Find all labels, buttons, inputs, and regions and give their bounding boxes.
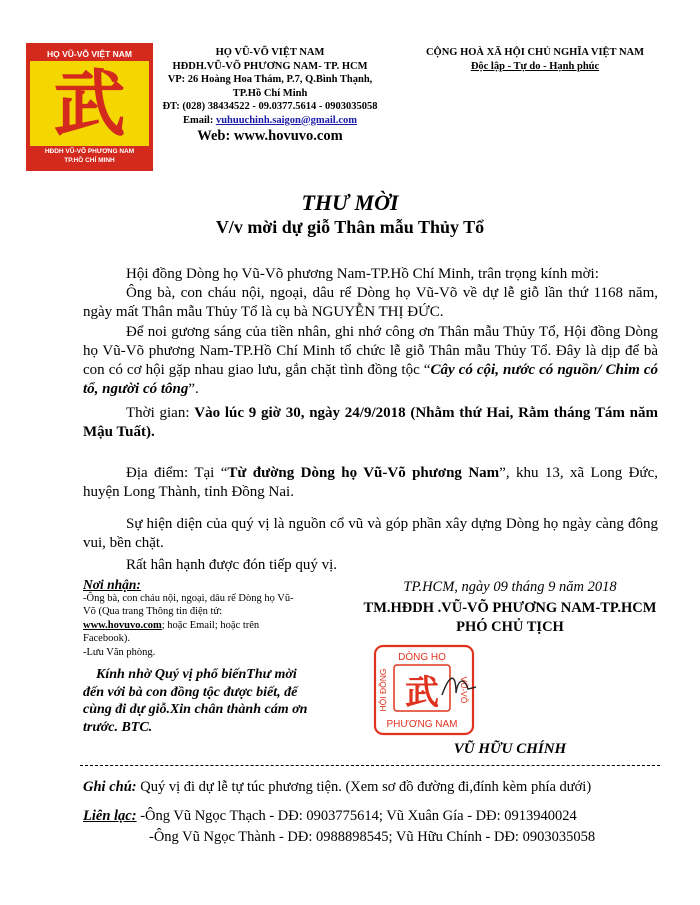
official-stamp <box>372 643 476 737</box>
logo-bottom-text: HĐDH VŨ-VÕ PHƯƠNG NAM TP.HỒ CHÍ MINH <box>30 146 149 167</box>
website-link[interactable]: Web: www.hovuvo.com <box>197 128 343 144</box>
separator-line <box>80 765 660 766</box>
document-title: THƯ MỜI <box>301 190 399 215</box>
recipients-line-2: -Lưu Văn phòng. <box>83 646 156 658</box>
org-branch: HĐDH.VŨ-VÕ PHƯƠNG NAM- TP. HCM <box>172 60 368 72</box>
document-subtitle: V/v mời dự giỗ Thân mẫu Thủy Tổ <box>215 217 485 237</box>
signatory-role: PHÓ CHỦ TỊCH <box>456 619 564 635</box>
contact-line-1: Liên lạc: -Ông Vũ Ngọc Thạch - DĐ: 0903775614; Vũ Xuân Gía - DĐ: 0913940024 <box>83 808 577 824</box>
event-time-value: Vào lúc 9 giờ 30, ngày 24/9/2018 (Nhằm thứ Hai, Rằm tháng Tám năm Mậu Tuất). <box>83 405 658 440</box>
org-name: HỌ VŨ-VÕ VIỆT NAM <box>215 47 325 58</box>
invitation-paragraph-2: Để noi gương sáng của tiền nhân, ghi nhớ công ơn Thân mẫu Thủy Tổ, Hội đồng Dòng họ Vũ-Võ phương Nam-TP.Hồ Chí Minh tổ chức lễ giỗ Thân mẫu Thủy Tổ. Đây là dịp để bà con có cơ hội gặp nhau giao lưu, gắn chặt tình đồng tộc “Cây có cội, nước có nguồn/ Chim có tổ, người có tông”. <box>83 324 658 397</box>
contact-label: Liên lạc: <box>83 808 137 824</box>
closing-paragraph: Sự hiện diện của quý vị là nguồn cổ vũ và góp phần xây dựng Dòng họ ngày càng đông vui, bền chặt. <box>83 516 658 551</box>
nation-name: CỘNG HOÀ XÃ HỘI CHỦ NGHĨA VIỆT NAM <box>425 47 645 58</box>
nation-motto: Độc lập - Tự do - Hạnh phúc <box>470 60 600 72</box>
event-time: Thời gian: Vào lúc 9 giờ 30, ngày 24/9/2018 (Nhằm thứ Hai, Rằm tháng Tám năm Mậu Tuất). <box>83 405 658 440</box>
event-place-name: Từ đường Dòng họ Vũ-Võ phương Nam <box>227 465 500 481</box>
stamp-top-text: DÒNG HỌ <box>398 652 446 663</box>
stamp-left-text: HỘI ĐỒNG <box>378 668 388 712</box>
stamp-bottom-text: PHƯƠNG NAM <box>386 719 458 730</box>
event-place: Địa điểm: Tại “Từ đường Dòng họ Vũ-Võ phương Nam”, khu 13, xã Long Đức, huyện Long Thành, tỉnh Đồng Nai. <box>83 465 658 500</box>
recipients-line-1: -Ông bà, con cháu nội, ngoại, dâu rể Dòng họ Vũ-Võ (Qua trang Thông tin điện tử: www.hovuvo.com; hoặc Email; hoặc trên Facebook). <box>83 592 294 644</box>
signatory-name: VŨ HỮU CHÍNH <box>453 741 567 757</box>
greeting-line: Hội đồng Dòng họ Vũ-Võ phương Nam-TP.Hồ Chí Minh, trân trọng kính mời: <box>126 266 599 282</box>
signatory-org: TM.HĐDH .VŨ-VÕ PHƯƠNG NAM-TP.HCM PHÓ CHỦ TỊCH <box>320 599 700 637</box>
invitation-paragraph-1 <box>83 265 658 322</box>
welcome-line: Rất hân hạnh được đón tiếp quý vị. <box>126 557 338 573</box>
stamp-glyph: 武 <box>405 675 439 712</box>
handwritten-signature <box>442 678 476 695</box>
contact-line-2: -Ông Vũ Ngọc Thành - DĐ: 0988898545; Vũ Hữu Chính - DĐ: 0903035058 <box>149 829 596 845</box>
proverb-quote: Cây có cội, nước có nguồn/ Chim có tổ, người có tông <box>83 362 658 397</box>
logo-glyph: 武 <box>53 65 126 145</box>
recipients-block <box>83 578 303 659</box>
place-date: TP.HCM, ngày 09 tháng 9 năm 2018 <box>403 579 617 595</box>
organization-logo <box>26 43 153 171</box>
national-header <box>385 46 685 73</box>
logo-top-text: HỌ VŨ-VÕ VIỆT NAM <box>30 47 149 61</box>
email-link[interactable]: vuhuuchinh.saigon@gmail.com <box>215 114 358 126</box>
recipients-site-link[interactable]: www.hovuvo.com <box>83 619 162 631</box>
stamp-right-text: VŨ-VÕ <box>459 676 469 704</box>
org-email-row: Email: vuhuuchinh.saigon@gmail.com <box>182 114 358 126</box>
footer-note: Ghi chú: Quý vị đi dự lễ tự túc phương tiện. (Xem sơ đồ đường đi,đính kèm phía dưới) <box>83 779 592 795</box>
org-address-line2: TP.Hồ Chí Minh <box>232 87 308 99</box>
org-phone: ĐT: (028) 38434522 - 09.0377.5614 - 0903035058 <box>162 101 378 112</box>
org-address-line1: VP: 26 Hoàng Hoa Thám, P.7, Q.Bình Thạnh, <box>167 74 373 85</box>
recipients-heading: Nơi nhận: <box>83 577 141 592</box>
org-header <box>160 46 380 145</box>
footer-note-label: Ghi chú: <box>83 779 137 795</box>
dissemination-note: Kính nhờ Quý vị phổ biếnThư mời đến với bà con đồng tộc được biết, để cùng đi dự giỗ.Xin chân thành cám ơn trước. BTC. <box>83 667 308 735</box>
invitee-line: Ông bà, con cháu nội, ngoại, dâu rể Dòng họ Vũ-Võ về dự lễ giỗ lần thứ 1168 năm, ngày mất Thân mẫu Thủy Tổ là cụ bà NGUYỄN THỊ ĐỨC. <box>83 285 658 320</box>
